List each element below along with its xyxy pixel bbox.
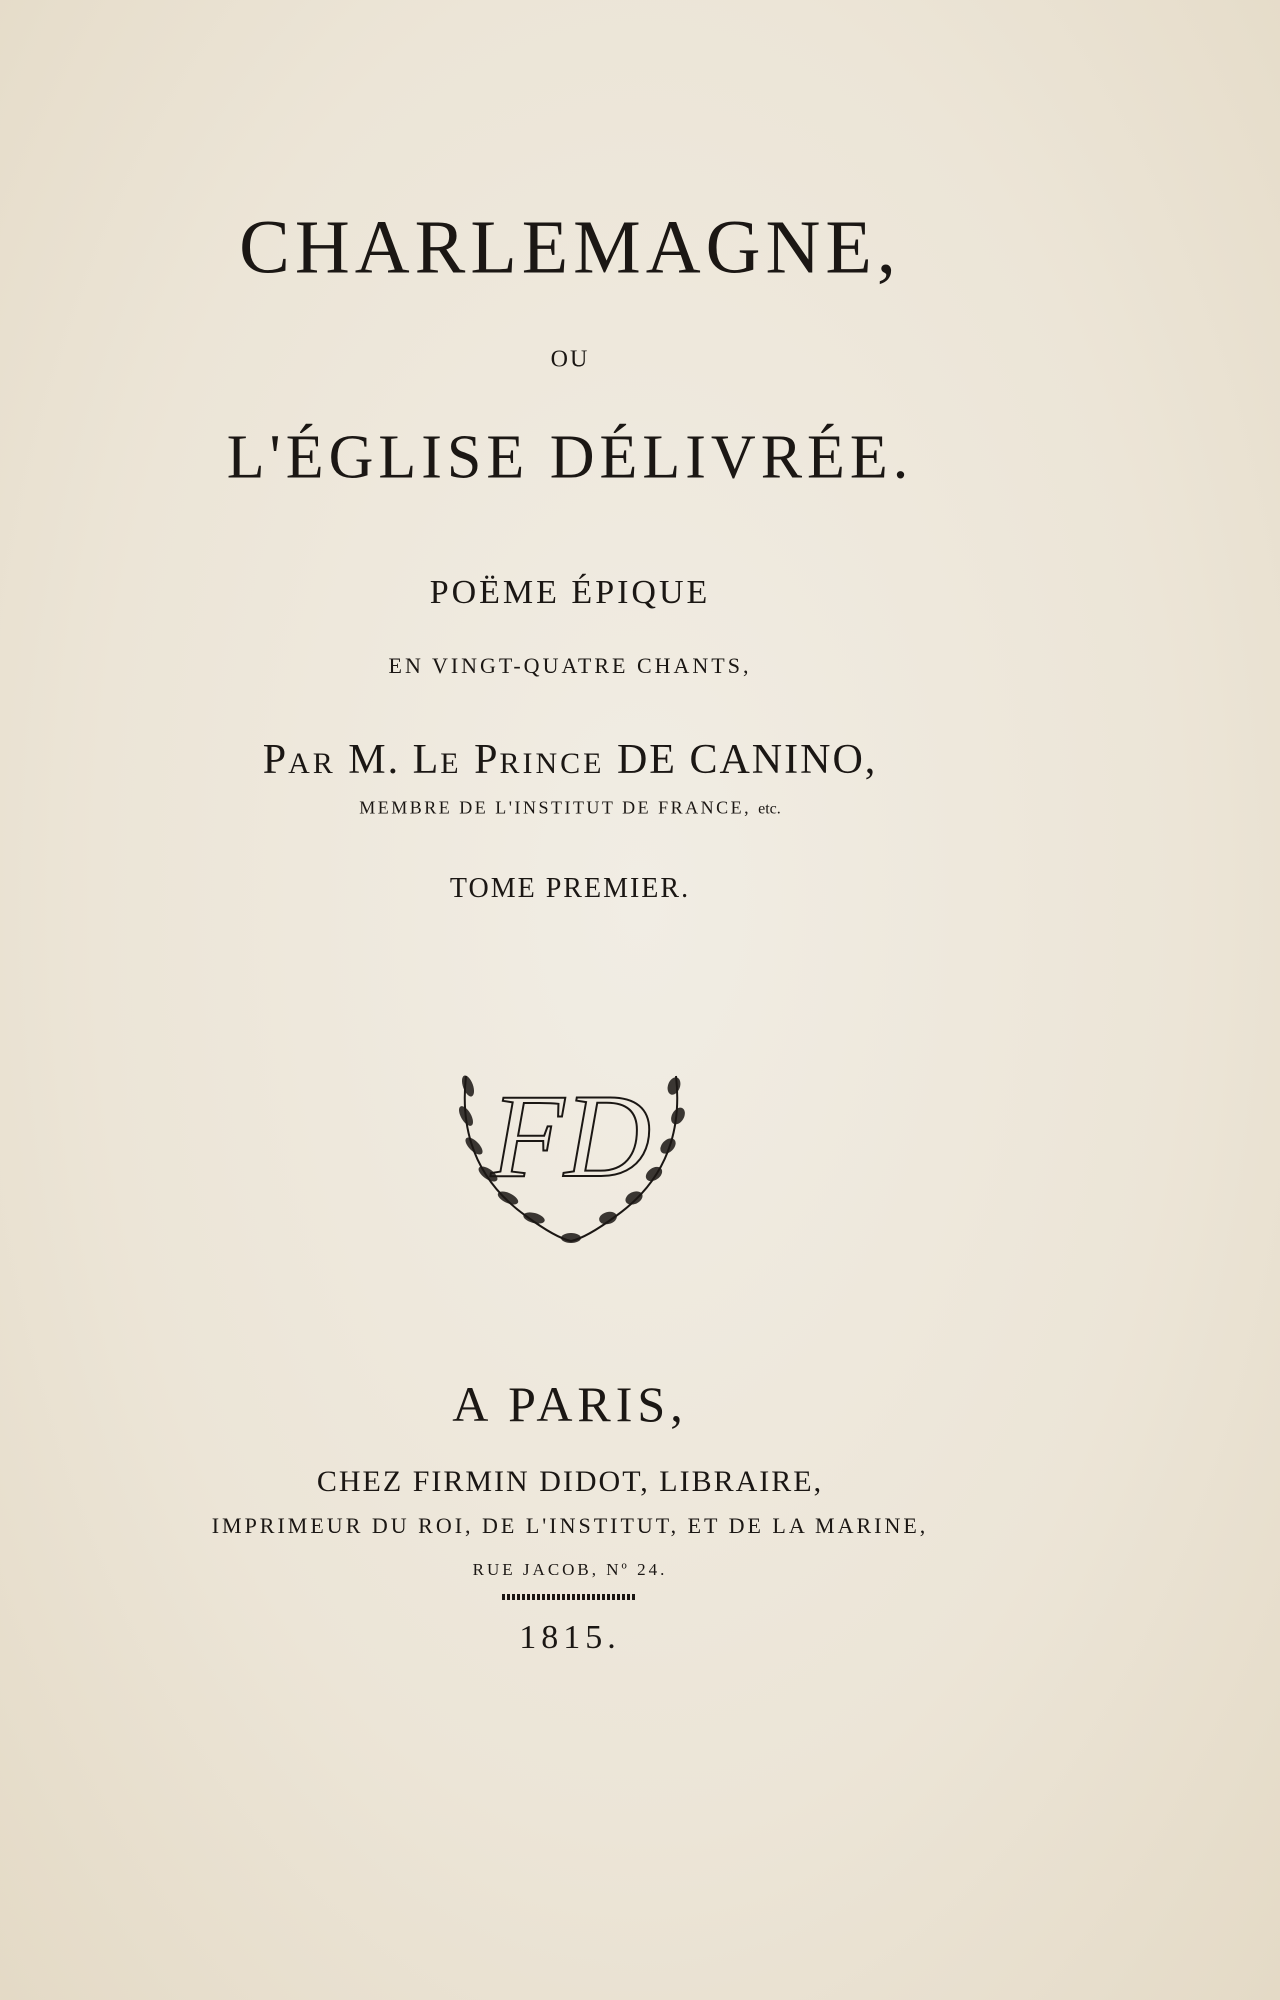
imprint-address: RUE JACOB, Nº 24.	[472, 1560, 668, 1579]
author-le: LE	[412, 737, 462, 783]
affiliation-etc: etc.	[758, 800, 781, 818]
svg-text:FD: FD	[491, 1069, 651, 1202]
book-subtitle: L'ÉGLISE DÉLIVRÉE.	[226, 423, 914, 492]
volume: TOME PREMIER.	[449, 873, 691, 904]
book-title: CHARLEMAGNE,	[239, 205, 901, 290]
author-m: M.	[348, 737, 401, 783]
author-line	[0, 736, 1140, 784]
affiliation-text: MEMBRE DE L'INSTITUT DE FRANCE,	[359, 797, 752, 818]
cantos: EN VINGT-QUATRE CHANTS,	[388, 653, 752, 678]
decorative-rule	[502, 1594, 636, 1600]
affiliation	[0, 798, 1140, 819]
author-par: PAR	[262, 737, 336, 783]
imprint-publisher: CHEZ FIRMIN DIDOT, LIBRAIRE,	[316, 1465, 824, 1498]
title-conjunction: OU	[550, 346, 590, 373]
imprint-city: A PARIS,	[452, 1376, 688, 1432]
author-name: DE CANINO,	[616, 737, 878, 783]
imprint-year: 1815.	[519, 1619, 621, 1656]
imprint-printer: IMPRIMEUR DU ROI, DE L'INSTITUT, ET DE LA MARINE,	[211, 1513, 929, 1538]
laurel-wreath-monogram-icon	[446, 1016, 696, 1266]
genre: POËME ÉPIQUE	[429, 574, 711, 611]
author-prince: PRINCE	[474, 737, 605, 783]
